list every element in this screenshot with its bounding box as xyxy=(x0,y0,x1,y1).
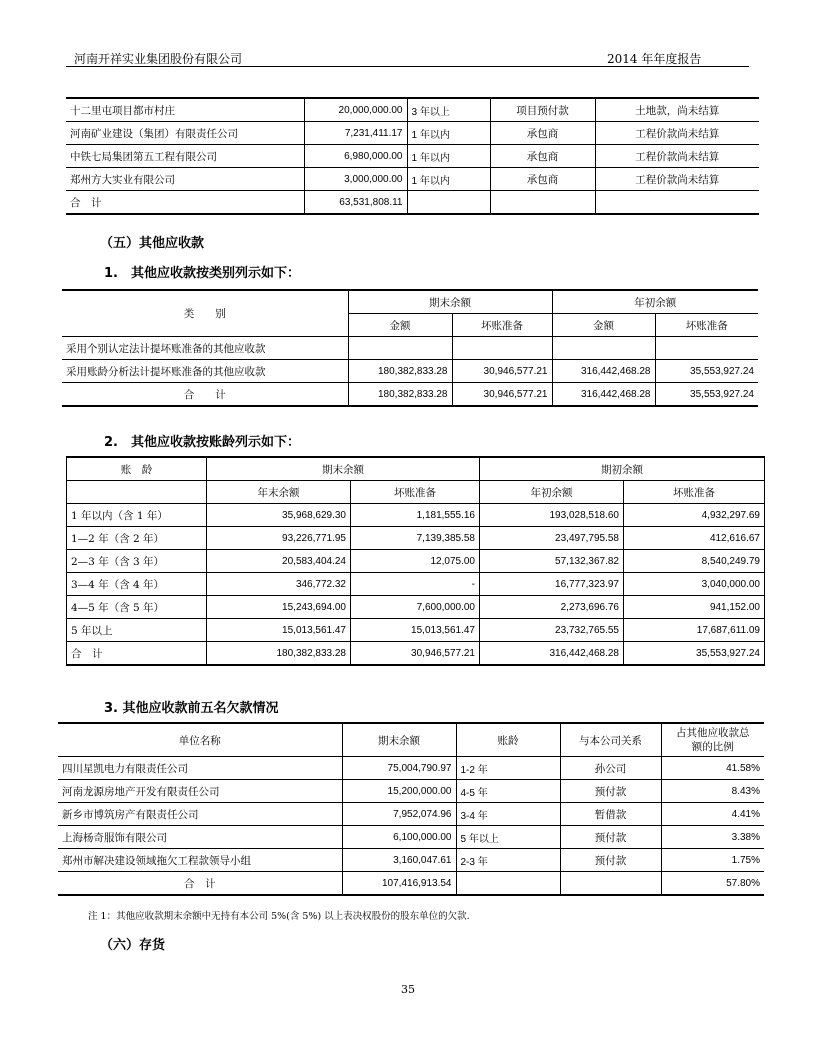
cell: 工程价款尚未结算 xyxy=(595,168,759,191)
subsection-title-by-age: 2. 其他应收款按账龄列示如下： xyxy=(104,435,300,450)
cell: 项目预付款 xyxy=(490,98,595,122)
cell: 57,132,367.82 xyxy=(480,550,624,573)
cell xyxy=(456,872,560,896)
cell: 孙公司 xyxy=(560,757,661,780)
cell: 合 计 xyxy=(66,191,304,215)
cell: 412,616.67 xyxy=(624,527,765,550)
table-header-row xyxy=(67,481,765,504)
header-cell: 与本公司关系 xyxy=(560,723,661,757)
cell: 180,382,833.28 xyxy=(207,642,351,666)
cell: 2,273,696.76 xyxy=(480,596,624,619)
cell: 1 年以内 xyxy=(407,168,490,191)
cell: 12,075.00 xyxy=(351,550,480,573)
cell xyxy=(407,191,490,215)
cell xyxy=(655,337,758,360)
cell: 20,583,404.24 xyxy=(207,550,351,573)
cell: 1 年以内（含 1 年） xyxy=(67,504,207,527)
header-cell: 金额 xyxy=(348,314,452,337)
cell: 35,553,927.24 xyxy=(655,360,758,383)
header-line: 额的比例 xyxy=(691,741,734,753)
cell: 预付款 xyxy=(560,826,661,849)
section-title-inventory: （六）存货 xyxy=(100,938,166,953)
cell: 郑州市解决建设领域拖欠工程款领导小组 xyxy=(58,849,342,872)
table-row xyxy=(67,596,765,619)
header-cell xyxy=(661,723,764,757)
cell: 中铁七局集团第五工程有限公司 xyxy=(66,145,304,168)
table-row xyxy=(66,98,759,122)
cell xyxy=(560,872,661,896)
table-row xyxy=(58,849,764,872)
cell: 上海杨奇服饰有限公司 xyxy=(58,826,342,849)
cell: 四川星凯电力有限责任公司 xyxy=(58,757,342,780)
header-cell: 年末余额 xyxy=(207,481,351,504)
cell: 郑州方大实业有限公司 xyxy=(66,168,304,191)
cell: 15,243,694.00 xyxy=(207,596,351,619)
footnote: 注 1：其他应收款期末余额中无持有本公司 5%(含 5%) 以上表决权股份的股东单位的欠款. xyxy=(88,911,470,922)
cell xyxy=(552,337,655,360)
header-line: 占其他应收款总 xyxy=(676,727,750,739)
cell: 新乡市博筑房产有限责任公司 xyxy=(58,803,342,826)
cell: 16,777,323.97 xyxy=(480,573,624,596)
cell: 3,160,047.61 xyxy=(342,849,456,872)
cell: 107,416,913.54 xyxy=(342,872,456,896)
cell: 15,013,561.47 xyxy=(207,619,351,642)
cell xyxy=(348,337,452,360)
header-rule xyxy=(66,66,749,67)
cell: 7,600,000.00 xyxy=(351,596,480,619)
table-row xyxy=(66,168,759,191)
cell: 15,013,561.47 xyxy=(351,619,480,642)
table-total-row xyxy=(58,872,764,896)
cell: 土地款，尚未结算 xyxy=(595,98,759,122)
cell: 1.75% xyxy=(661,849,764,872)
header-cell: 坏账准备 xyxy=(351,481,480,504)
header-report-title: 2014 年年度报告 xyxy=(607,52,702,66)
header-cell: 类 别 xyxy=(62,290,348,337)
cell: 承包商 xyxy=(490,168,595,191)
cell: 316,442,468.28 xyxy=(552,360,655,383)
prepayment-table xyxy=(66,97,759,215)
cell: 1 年以内 xyxy=(407,145,490,168)
table-row xyxy=(67,550,765,573)
cell: 承包商 xyxy=(490,145,595,168)
cell xyxy=(595,191,759,215)
header-cell: 账龄 xyxy=(456,723,560,757)
cell: 30,946,577.21 xyxy=(351,642,480,666)
table-header-row xyxy=(58,723,764,757)
table-total-row xyxy=(66,191,759,215)
cell: 7,139,385.58 xyxy=(351,527,480,550)
cell: 预付款 xyxy=(560,780,661,803)
cell: 预付款 xyxy=(560,849,661,872)
cell: 合 计 xyxy=(67,642,207,666)
header-cell: 期末余额 xyxy=(207,457,480,481)
header-cell: 期初余额 xyxy=(480,457,765,481)
cell: 4.41% xyxy=(661,803,764,826)
cell: 57.80% xyxy=(661,872,764,896)
cell: 8,540,249.79 xyxy=(624,550,765,573)
aging-table xyxy=(66,456,765,666)
cell: 十二里屯项目都市村庄 xyxy=(66,98,304,122)
cell: 1-2 年 xyxy=(456,757,560,780)
cell: 180,382,833.28 xyxy=(348,360,452,383)
table-row xyxy=(58,757,764,780)
cell: - xyxy=(351,573,480,596)
subsection-title-by-category: 1. 其他应收款按类别列示如下： xyxy=(104,266,300,281)
header-cell: 坏账准备 xyxy=(655,314,758,337)
cell: 3—4 年（含 4 年） xyxy=(67,573,207,596)
subsection-title-top-five: 3. 其他应收款前五名欠款情况 xyxy=(104,701,279,716)
table-row xyxy=(58,780,764,803)
cell: 3,000,000.00 xyxy=(304,168,407,191)
table-row xyxy=(67,504,765,527)
cell: 河南矿业建设（集团）有限责任公司 xyxy=(66,122,304,145)
cell: 17,687,611.09 xyxy=(624,619,765,642)
cell: 346,772.32 xyxy=(207,573,351,596)
page-number: 35 xyxy=(401,983,415,996)
cell: 3.38% xyxy=(661,826,764,849)
cell: 35,968,629.30 xyxy=(207,504,351,527)
cell: 23,497,795.58 xyxy=(480,527,624,550)
category-table xyxy=(62,289,758,407)
cell: 30,946,577.21 xyxy=(452,383,552,407)
cell: 暂借款 xyxy=(560,803,661,826)
cell: 93,226,771.95 xyxy=(207,527,351,550)
cell: 工程价款尚未结算 xyxy=(595,145,759,168)
table-row xyxy=(66,145,759,168)
cell: 工程价款尚未结算 xyxy=(595,122,759,145)
cell: 3 年以上 xyxy=(407,98,490,122)
cell: 6,980,000.00 xyxy=(304,145,407,168)
cell: 15,200,000.00 xyxy=(342,780,456,803)
table-header-row xyxy=(67,457,765,481)
header-cell: 年初余额 xyxy=(552,290,758,314)
table-row xyxy=(58,803,764,826)
cell: 20,000,000.00 xyxy=(304,98,407,122)
cell: 4-5 年 xyxy=(456,780,560,803)
section-title-other-receivables: （五）其他应收款 xyxy=(100,236,205,251)
table-row xyxy=(67,527,765,550)
cell: 3,040,000.00 xyxy=(624,573,765,596)
cell: 承包商 xyxy=(490,122,595,145)
table-header-row xyxy=(62,290,758,314)
cell: 75,004,790.97 xyxy=(342,757,456,780)
cell: 合 计 xyxy=(62,383,348,407)
cell: 23,732,765.55 xyxy=(480,619,624,642)
table-row xyxy=(58,826,764,849)
cell: 941,152.00 xyxy=(624,596,765,619)
cell: 7,952,074.96 xyxy=(342,803,456,826)
header-company: 河南开祥实业集团股份有限公司 xyxy=(74,52,243,66)
cell: 8.43% xyxy=(661,780,764,803)
header-cell: 账 龄 xyxy=(67,457,207,481)
table-row xyxy=(67,573,765,596)
cell: 316,442,468.28 xyxy=(552,383,655,407)
header-cell: 年初余额 xyxy=(480,481,624,504)
cell: 河南龙源房地产开发有限责任公司 xyxy=(58,780,342,803)
cell: 30,946,577.21 xyxy=(452,360,552,383)
table-total-row xyxy=(62,383,758,407)
cell: 63,531,808.11 xyxy=(304,191,407,215)
cell: 1—2 年（含 2 年） xyxy=(67,527,207,550)
cell: 4—5 年（含 5 年） xyxy=(67,596,207,619)
cell: 7,231,411.17 xyxy=(304,122,407,145)
cell: 4,932,297.69 xyxy=(624,504,765,527)
cell: 1 年以内 xyxy=(407,122,490,145)
table-row xyxy=(62,360,758,383)
cell: 1,181,555.16 xyxy=(351,504,480,527)
header-cell: 金额 xyxy=(552,314,655,337)
cell: 41.58% xyxy=(661,757,764,780)
table-row xyxy=(67,619,765,642)
cell: 2-3 年 xyxy=(456,849,560,872)
table-row xyxy=(62,337,758,360)
cell: 采用个别认定法计提坏账准备的其他应收款 xyxy=(62,337,348,360)
cell: 5 年以上 xyxy=(67,619,207,642)
cell: 3-4 年 xyxy=(456,803,560,826)
header-cell: 坏账准备 xyxy=(624,481,765,504)
cell: 35,553,927.24 xyxy=(624,642,765,666)
top-five-table xyxy=(58,722,764,896)
cell xyxy=(452,337,552,360)
cell: 合 计 xyxy=(58,872,342,896)
cell: 2—3 年（含 3 年） xyxy=(67,550,207,573)
cell: 5 年以上 xyxy=(456,826,560,849)
header-cell: 坏账准备 xyxy=(452,314,552,337)
header-cell: 期末余额 xyxy=(342,723,456,757)
cell: 6,100,000.00 xyxy=(342,826,456,849)
cell: 193,028,518.60 xyxy=(480,504,624,527)
table-row xyxy=(66,122,759,145)
cell: 采用账龄分析法计提坏账准备的其他应收款 xyxy=(62,360,348,383)
cell: 180,382,833.28 xyxy=(348,383,452,407)
table-total-row xyxy=(67,642,765,666)
header-cell: 单位名称 xyxy=(58,723,342,757)
cell xyxy=(490,191,595,215)
header-cell xyxy=(67,481,207,504)
cell: 316,442,468.28 xyxy=(480,642,624,666)
header-cell: 期末余额 xyxy=(348,290,552,314)
cell: 35,553,927.24 xyxy=(655,383,758,407)
